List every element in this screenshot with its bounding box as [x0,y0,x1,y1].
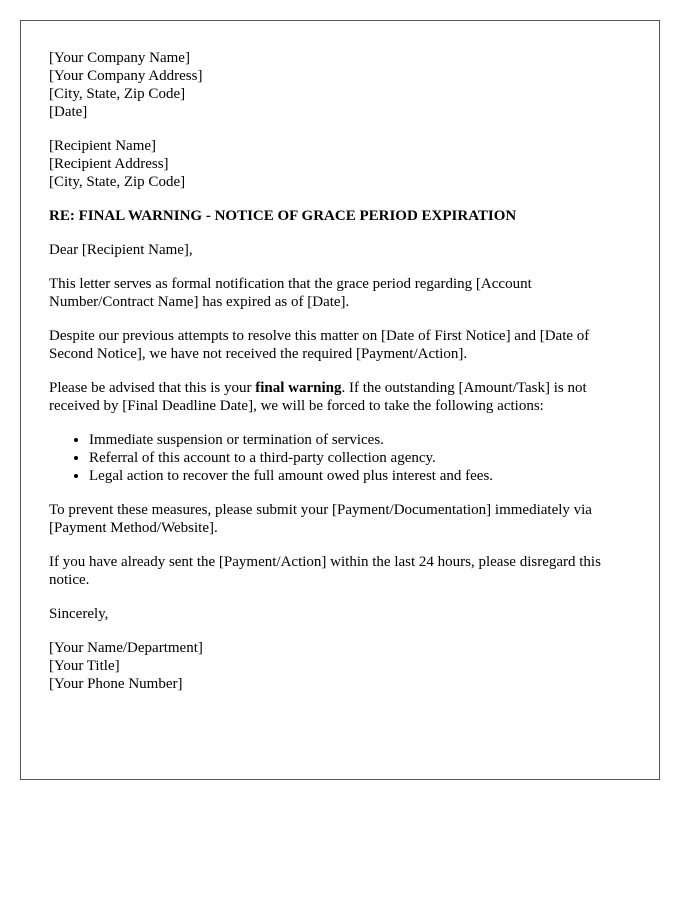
salutation: Dear [Recipient Name], [49,242,193,258]
subject-line: RE: FINAL WARNING - NOTICE OF GRACE PERIOD EXPIRATION [49,208,517,224]
sender-city-state-zip: [City, State, Zip Code] [49,86,186,102]
paragraph-final-warning [49,379,631,415]
final-warning-text-after: . If the outstanding [Amount/Task] is not received by [Final Deadline Date], we will be forced to take the following actions: [49,380,587,414]
list-item: • Referral of this account to a third-party collection agency. [89,449,631,467]
sender-company-name: [Your Company Name] [49,50,190,66]
paragraph-disregard: If you have already sent the [Payment/Action] within the last 24 hours, please disregard this notice. [49,554,601,588]
final-warning-text-before: Please be advised that this is your [49,380,256,396]
letter-document [20,20,660,780]
sender-block [49,49,631,121]
actions-list [49,431,631,485]
signature-title: [Your Title] [49,658,120,674]
sender-company-address: [Your Company Address] [49,68,203,84]
signature-phone: [Your Phone Number] [49,676,183,692]
list-item: • Immediate suspension or termination of services. [89,431,631,449]
recipient-address: [Recipient Address] [49,156,169,172]
recipient-block [49,137,631,191]
final-warning-emphasis: final warning [255,380,342,396]
paragraph-previous-attempts: Despite our previous attempts to resolve this matter on [Date of First Notice] and [Date of Second Notice], we have not received the required [Payment/Action]. [49,328,590,362]
paragraph-prevent-measures: To prevent these measures, please submit your [Payment/Documentation] immediately via [Payment Method/Website]. [49,502,592,536]
list-item: • Legal action to recover the full amount owed plus interest and fees. [89,467,631,485]
letter-date: [Date] [49,104,88,120]
recipient-city-state-zip: [City, State, Zip Code] [49,174,186,190]
recipient-name: [Recipient Name] [49,138,157,154]
signature-name-department: [Your Name/Department] [49,640,203,656]
closing: Sincerely, [49,606,109,622]
paragraph-notification: This letter serves as formal notification that the grace period regarding [Account Number/Contract Name] has expired as of [Date]. [49,276,532,310]
signature-block [49,639,631,693]
